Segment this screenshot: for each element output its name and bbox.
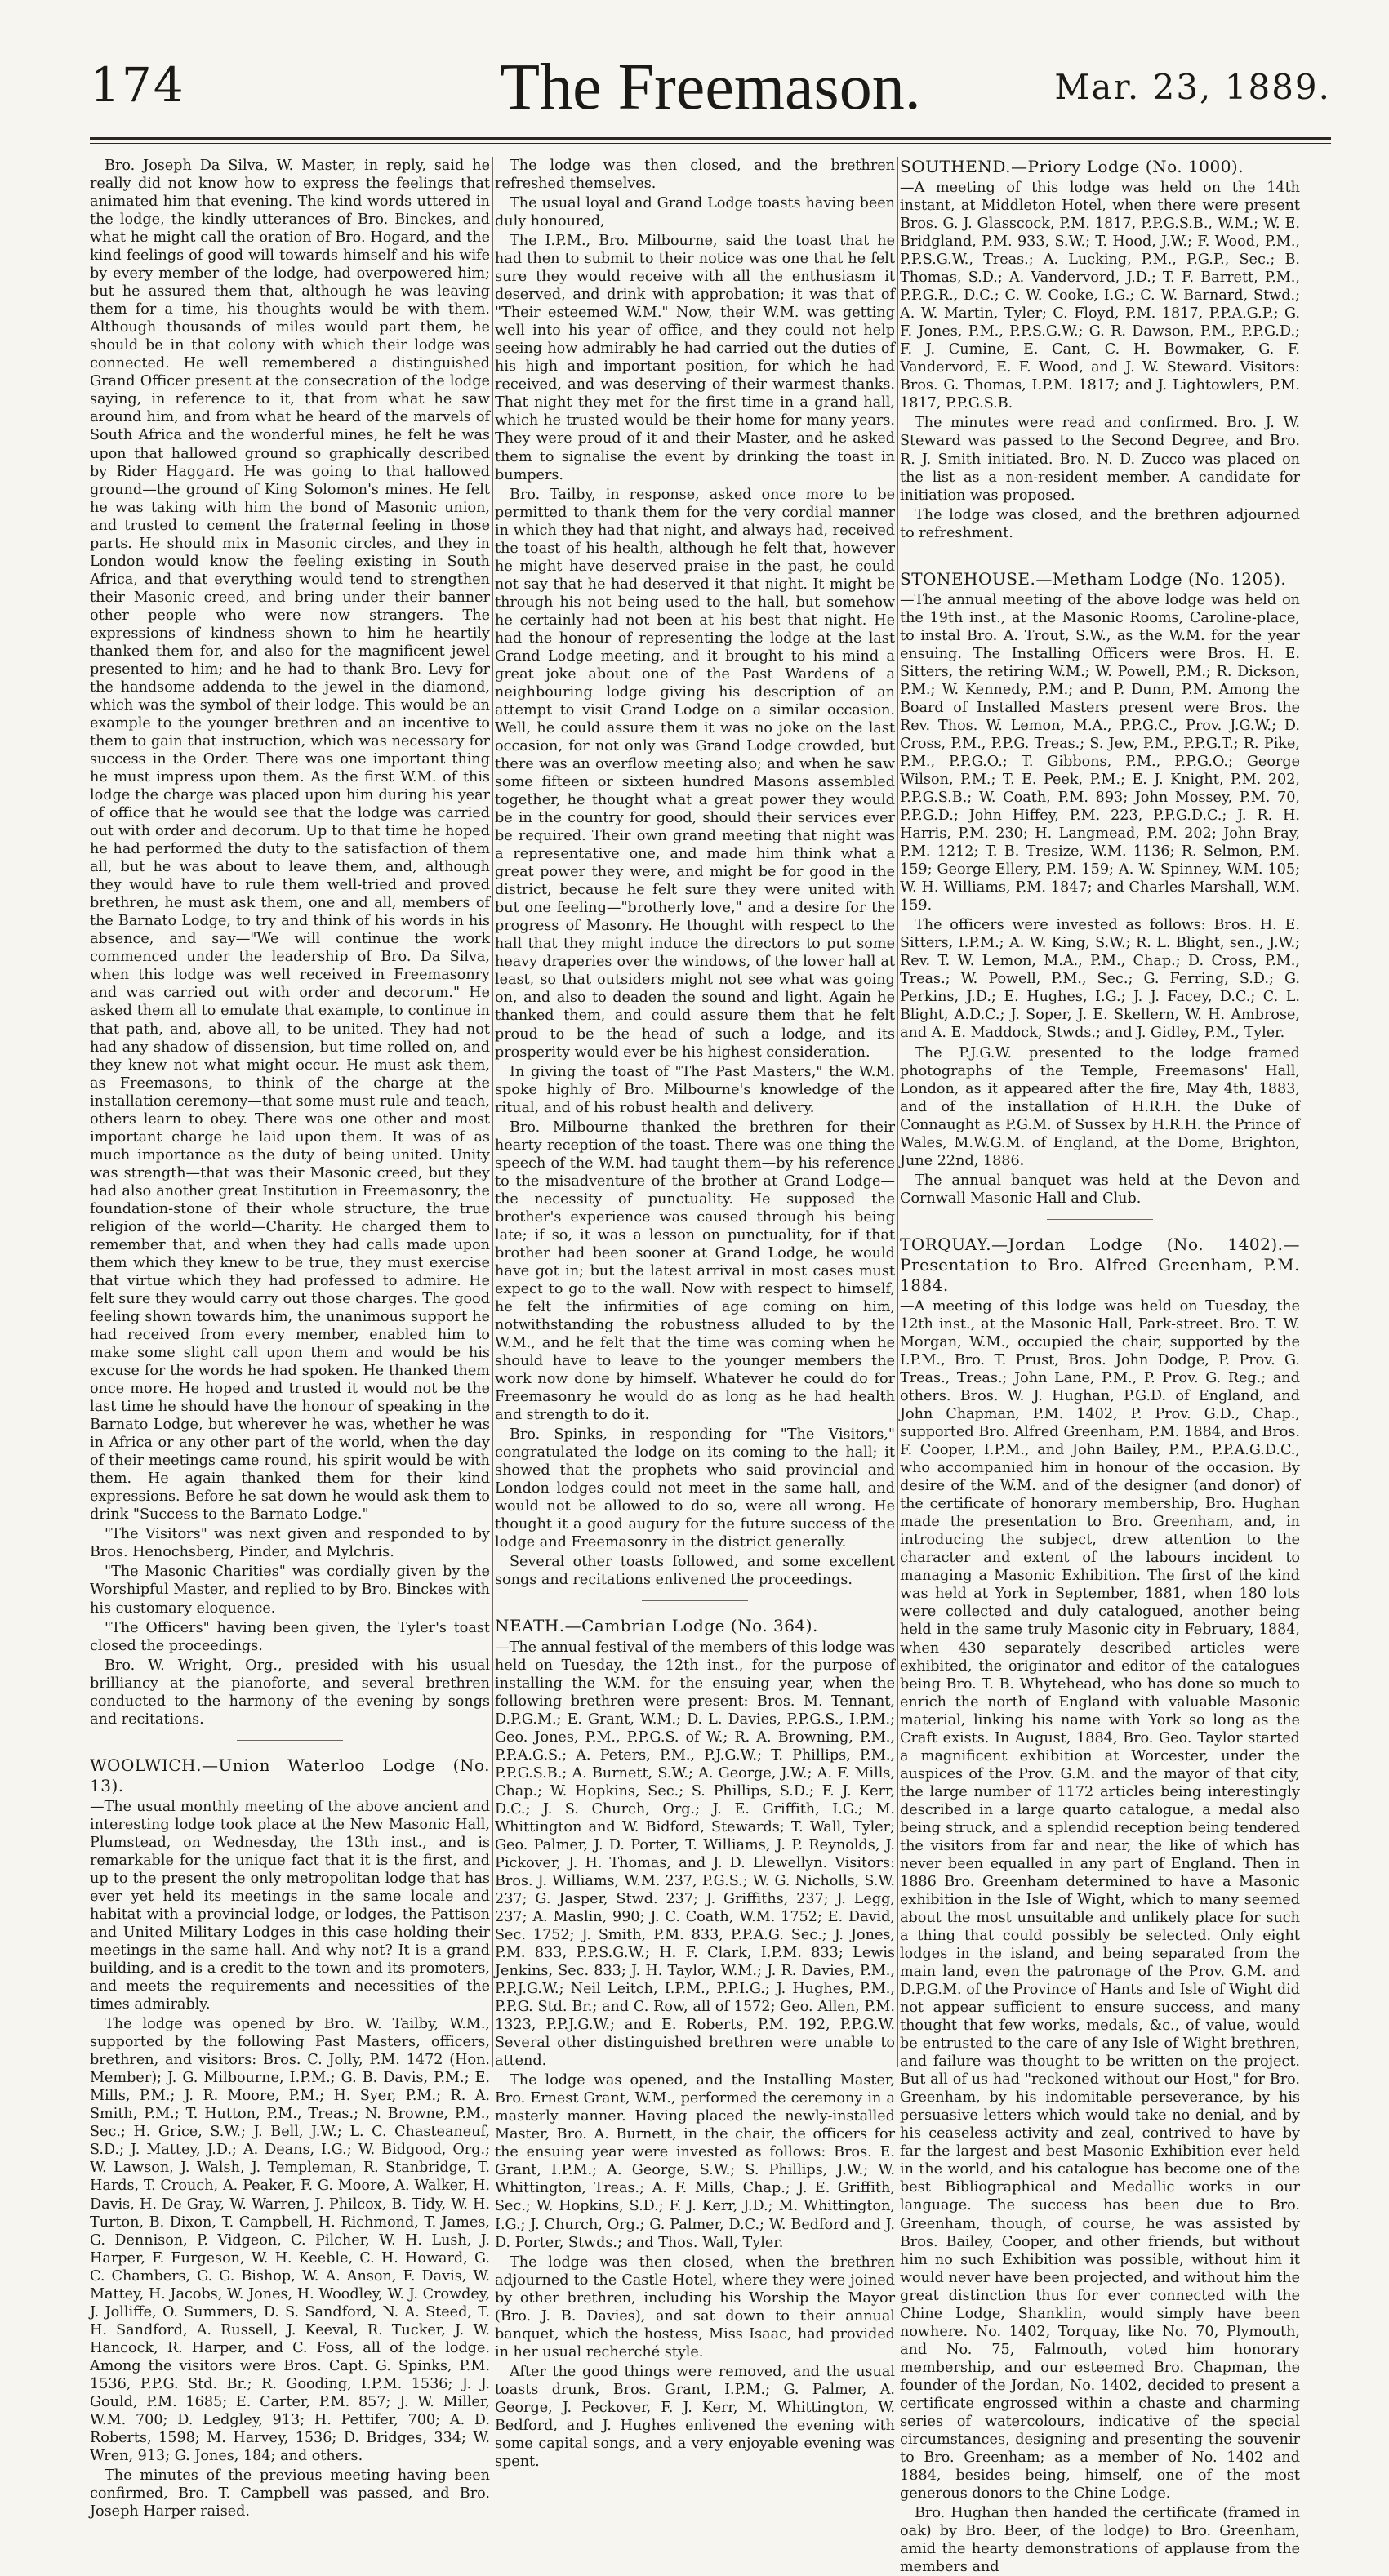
article-paragraph: In giving the toast of "The Past Masters," the W.M. spoke highly of Bro. Milbourne's knowledge of the ritual, and of his robust health and delivery. [495, 1063, 895, 1116]
lodge-place: WOOLWICH. [90, 1755, 202, 1775]
lodge-place: SOUTHEND. [900, 157, 1012, 176]
article-paragraph: The minutes were read and confirmed. Bro. J. W. Steward was passed to the Second Degree, and Bro. R. J. Smith initiated. Bro. N. D. Zucco was placed on the list as a non-resident member. A candidate for initiation was proposed. [900, 415, 1300, 504]
lodge-place: STONEHOUSE. [900, 568, 1036, 589]
article-paragraph: Several other toasts followed, and some excellent songs and recitations enlivened the proceedings. [495, 1554, 895, 1589]
lodge-report-heading [495, 1616, 895, 1636]
article-paragraph: The lodge was then closed, when the brethren adjourned to the Castle Hotel, where they were joined by other brethren, including his Worship the Mayor (Bro. J. B. Davies), and sat down to their annual banquet, which the hostess, Miss Isaac, had provided in her usual recherché style. [495, 2253, 895, 2360]
lodge-report-heading [900, 157, 1300, 177]
header-rule-thin [90, 143, 1331, 144]
article-paragraph: Bro. Spinks, in responding for "The Visitors," congratulated the lodge on its coming to the hall; it showed that the prophets who said provincial and London lodges could not meet in the same hall, and would not be allowed to do so, were all wrong. He thought it a good augury for the future success of the lodge and Freemasonry in the district generally. [495, 1426, 895, 1551]
section-divider [237, 1740, 343, 1741]
article-paragraph: "The Visitors" was next given and responded to by Bros. Henochsberg, Pinder, and Mylchris. [90, 1526, 490, 1561]
article-paragraph: The lodge was closed, and the brethren adjourned to refreshment. [900, 506, 1300, 541]
article-paragraph: —The annual festival of the members of this lodge was held on Tuesday, the 12th inst., for the purpose of installing the W.M. for the ensuing year, when the following brethren were present: Bros. M. Tennant, D.P.G.M.; E. Grant, W.M.; D. L. Davies, P.P.G.S., I.P.M.; Geo. Jones, P.M., P.P.G.S. of W.; R. A. Browning, P.M., P.P.A.G.S.; A. Peters, P.M., P.J.G.W.; T. Phillips, P.M., P.P.G.S.B.; A. Burnett, S.W.; A. George, J.W.; A. F. Mills, Chap.; W. Hopkins, Sec.; S. Phillips, S.D.; F. J. Kerr, D.C.; J. S. Church, Org.; J. E. Griffith, I.G.; M. Whittington and W. Bidford, Stewards; T. Wall, Tyler; Geo. Palmer, J. D. Porter, T. Williams, J. P. Reynolds, J. Pickover, J. H. Thomas, and J. D. Llewellyn. Visitors: Bros. J. Williams, W.M. 237, P.G.S.; W. G. Nicholls, S.W. 237; G. Jasper, Stwd. 237; J. Griffiths, 237; J. Legg, 237; A. Maslin, 990; J. C. Coath, W.M. 1752; E. David, Sec. 1752; J. Smith, P.M. 833, P.P.A.G. Sec.; J. Jones, P.M. 833, P.P.S.G.W.; H. F. Clark, I.P.M. 833; Lewis Jenkins, Sec. 833; J. H. Taylor, W.M.; J. R. Davies, P.M., P.P.J.G.W.; Neil Leitch, I.P.M., P.P.I.G.; J. Hughes, P.M., P.P.G. Std. Br.; and C. Row, all of 1572; Geo. Allen, P.M. 1323, P.P.J.G.W.; and E. Roberts, P.M. 192, P.P.G.W. Several other distinguished brethren were unable to attend. [495, 1639, 895, 2070]
masthead [90, 51, 1331, 140]
lodge-name: —Jordan Lodge (No. 1402).—Presentation to Bro. Alfred Greenham, P.M. 1884. [900, 1234, 1300, 1295]
article-paragraph: "The Masonic Charities" was cordially given by the Worshipful Master, and replied to by Bro. Binckes with his customary eloquence. [90, 1564, 490, 1617]
article-paragraph: —A meeting of this lodge was held on the 14th instant, at Middleton Hotel, when there were present Bros. G. J. Glasscock, P.M. 1817, P.P.G.S.B., W.M.; W. E. Bridgland, P.M. 933, S.W.; T. Hood, J.W.; F. Wood, P.M., P.P.S.G.W., Treas.; A. Lucking, P.M., P.G.P., Sec.; B. Thomas, S.D.; A. Vandervord, J.D.; T. F. Barrett, P.M., P.P.G.R., D.C.; C. W. Cooke, I.G.; C. W. Barnard, Stwd.; A. W. Martin, Tyler; C. Floyd, P.M. 1817, P.P.A.G.P.; G. F. Jones, P.M., P.P.S.G.W.; G. R. Dawson, P.M., P.P.G.D.; F. J. Cumine, E. Cant, C. H. Bowmaker, G. F. Vandervord, E. F. Wood, and J. W. Steward. Visitors: Bros. G. Thomas, I.P.M. 1817; and J. Lightowlers, P.M. 1817, P.P.G.S.B. [900, 180, 1300, 412]
article-paragraph: The usual loyal and Grand Lodge toasts having been duly honoured, [495, 195, 895, 230]
lodge-report-heading [900, 1235, 1300, 1296]
article-paragraph: The lodge was opened by Bro. W. Tailby, W.M., supported by the following Past Masters, officers, brethren, and visitors: Bros. C. Jolly, P.M. 1472 (Hon. Member); J. G. Milbourne, I.P.M.; G. B. Davis, P.M.; E. Mills, P.M.; J. R. Moore, P.M.; H. Syer, P.M.; R. A. Smith, P.M.; T. Hutton, P.M., Treas.; N. Browne, P.M., Sec.; H. Grice, S.W.; J. Bell, J.W.; L. C. Chasteaneuf, S.D.; J. Mattey, J.D.; A. Deans, I.G.; W. Bidgood, Org.; W. Lawson, J. Walsh, J. Templeman, R. Stanbridge, T. Hards, T. Crouch, A. Peaker, F. G. Moore, A. Walker, H. Davis, H. De Gray, W. Warren, J. Philcox, B. Tidy, W. H. Turton, B. Dixon, T. Campbell, H. Richmond, T. James, G. Dennison, P. Vidgeon, C. Pilcher, W. H. Lush, J. Harper, F. Furgeson, W. H. Keeble, C. H. Howard, G. C. Chambers, G. G. Bishop, W. A. Anson, F. Davis, W. Mattey, H. Jacobs, W. Jones, H. Woodley, W. J. Crowdey, J. Jolliffe, O. Summers, D. S. Sandford, N. A. Steed, T. H. Sandford, A. Russell, J. Keeval, R. Tucker, J. W. Hancock, R. Harper, and C. Foss, all of the lodge. Among the visitors were Bros. Capt. G. Spinks, P.M. 1536, P.P.G. Std. Br.; R. Gooding, I.P.M. 1536; J. J. Gould, P.M. 1685; E. Carter, P.M. 857; J. W. Miller, W.M. 700; D. Ledgley, 913; H. Pettifer, 700; A. D. Roberts, 1598; M. Harvey, 1536; D. Bridges, 334; W. Wren, 913; G. Jones, 184; and others. [90, 2016, 490, 2464]
page-number: 174 [90, 57, 185, 113]
lodge-report-heading [90, 1755, 490, 1796]
section-divider [642, 1600, 748, 1601]
article-paragraph: The annual banquet was held at the Devon and Cornwall Masonic Hall and Club. [900, 1172, 1300, 1207]
column-3 [900, 157, 1300, 2576]
column-2 [495, 157, 895, 2470]
header-rule [90, 137, 1331, 140]
article-paragraph: The lodge was then closed, and the brethren refreshed themselves. [495, 158, 895, 193]
article-paragraph: Bro. Hughan then handed the certificate (framed in oak) by Bro. Beer, of the lodge) to Bro. Greenham, amid the hearty demonstrations of applause from the members and [900, 2505, 1300, 2576]
article-paragraph: Bro. Tailby, in response, asked once more to be permitted to thank them for the very cordial manner in which they had that night, and always had, received the toast of his health, although he felt that, however he might have deserved praise in the past, he could not say that he had deserved it that night. It might be through his not being used to the hall, but somehow he certainly had not been at his best that night. He had the honour of representing the lodge at the last Grand Lodge meeting, and it brought to his mind a great joke about one of the Past Wardens of a neighbouring lodge giving his description of an attempt to visit Grand Lodge on a similar occasion. Well, he could assure them it was no joke on the last occasion, for not only was Grand Lodge crowded, but there was an overflow meeting also; and when he saw some fifteen or sixteen hundred Masons assembled together, he thought what a great power they would be in the country for good, should their services ever be required. Their own grand meeting that night was a representative one, and made him think what a great power they were, and might be for good in the district, because he felt sure they were united with but one feeling—"brotherly love," and a desire for the progress of Masonry. He thought with respect to the hall that they might induce the directors to put some heavy draperies over the windows, of the lower hall at least, so that outsiders might not see what was going on, and also to deaden the sound and light. Again he thanked them, and could assure them that he felt proud to be the head of such a lodge, and its prosperity would ever be his highest consideration. [495, 486, 895, 1061]
newspaper-title: The Freemason. [500, 51, 921, 123]
article-paragraph: After the good things were removed, and the usual toasts drunk, Bros. Grant, I.P.M.; G. Palmer, A. George, J. Peckover, F. J. Kerr, M. Whittington, W. Bedford, and J. Hughes enlivened the evening with some capital songs, and a very enjoyable evening was spent. [495, 2363, 895, 2470]
article-paragraph: Bro. W. Wright, Org., presided with his usual brilliancy at the pianoforte, and several brethren conducted to the harmony of the evening by songs and recitations. [90, 1657, 490, 1728]
section-divider [1047, 1219, 1153, 1220]
article-paragraph: —The usual monthly meeting of the above ancient and interesting lodge took place at the New Masonic Hall, Plumstead, on Wednesday, the 13th inst., and is remarkable for the unique fact that it is the first, and up to the present the only metropolitan lodge that has ever yet held its meetings in the same locale and habitat with a provincial lodge, or lodges, the Pattison and United Military Lodges in this case holding their meetings in the same hall. And why not? It is a grand building, and is a credit to the town and its promoters, and meets the requirements and necessities of the times admirably. [90, 1798, 490, 2013]
article-paragraph: Bro. Joseph Da Silva, W. Master, in reply, said he really did not know how to express the feelings that animated him that evening. The kind words uttered in the lodge, the kindly utterances of Bro. Binckes, and what he might call the oration of Bro. Hogard, and the kind feelings of good will towards himself and his wife by every member of the lodge, had overpowered him; but he assured them that, although he was leaving them for a time, his thoughts would be with them. Although thousands of miles would part them, he should be in that colony with which their lodge was connected. He well remembered a distinguished Grand Officer present at the consecration of the lodge saying, in reference to it, that from what he saw around him, and from what he heard of the marvels of South Africa and the wonderful mines, he felt he was upon that hallowed ground so graphically described by Rider Haggard. He was going to that hallowed ground—the ground of King Solomon's mines. He felt he was taking with him the bond of Masonic union, and trusted to cement the fraternal feeling in those parts. He should mix in Masonic circles, and they in London would know the feeling existing in South Africa, and that everything would tend to strengthen their Masonic creed, and bring under their banner other people who were now strangers. The expressions of kindness shown to him he heartily thanked them for, and also for the magnificent jewel presented to him; and he had to thank Bro. Levy for the handsome addenda to the jewel in the diamond, which was the symbol of their lodge. This would be an example to the younger brethren and an incentive to them to gain that instruction, which was necessary for success in the Order. There was one important thing he must impress upon them. As the first W.M. of this lodge the charge was placed upon him during his year of office that he would see that the lodge was carried out with order and decorum. Up to that time he hoped he had performed the duty to the satisfaction of them all, but he was about to leave them, and, although they would have to rule them well-tried and proved brethren, he must ask them, one and all, members of the Barnato Lodge, to try and think of his words in his absence, and say—"We will continue the work commenced under the leadership of Bro. Da Silva, when this lodge was well received in Freemasonry and was carried out with order and decorum." He asked them all to emulate that example, to continue in that path, and, above all, to be united. They had not had any shadow of dissension, but time rolled on, and they knew not what might occur. He must ask them, as Freemasons, to think of the charge at the installation ceremony—that some must rule and teach, others learn to obey. There was one other and most important charge he laid upon them. It was of as much importance as the duty of being united. Unity was strength—that was their Masonic creed, but they had also another great Institution in Freemasonry, the foundation-stone of their whole structure, the true religion of the world—Charity. He charged them to remember that, and when they had calls made upon them which they knew to be true, they must exercise that virtue which they had professed to admire. He felt sure they would carry out those charges. The good feeling shown towards him, the unanimous support he had received from every member, enabled him to make some slight call upon them and would be his excuse for the words he had spoken. He thanked them once more. He hoped and trusted it would not be the last time he should have the honour of speaking in the Barnato Lodge, but wherever he was, whether he was in Africa or any other part of the world, when the day of their meetings came round, his spirit would be with them. He again thanked them for their kind expressions. Before he sat down he would ask them to drink "Success to the Barnato Lodge." [90, 158, 490, 1524]
lodge-place: NEATH. [495, 1616, 565, 1636]
lodge-name: —Union Waterloo Lodge (No. 13). [90, 1755, 490, 1795]
article-paragraph: The officers were invested as follows: Bros. H. E. Sitters, I.P.M.; A. W. King, S.W.; R. L. Blight, sen., J.W.; Rev. T. W. Lemon, M.A., P.M., Chap.; D. Cross, P.M., Treas.; W. Powell, P.M., Sec.; G. Ferring, S.D.; G. Perkins, J.D.; E. Hughes, I.G.; J. J. Facey, D.C.; C. L. Blight, A.D.C.; J. Soper, J. E. Skellern, W. H. Ambrose, and A. E. Maddock, Stwds.; and J. Gidley, P.M., Tyler. [900, 917, 1300, 1042]
article-paragraph: Bro. Milbourne thanked the brethren for their hearty reception of the toast. There was one thing the speech of the W.M. had taught them—by his reference to the misadventure of the brother at Grand Lodge—the necessity of punctuality. He supposed the brother's experience was caused through his being late; if so, it was a lesson on punctuality, for if that brother had been sooner at Grand Lodge, he would have got in; but the latest arrival in most cases must expect to go to the wall. Now with respect to himself, he felt the infirmities of age coming on him, notwithstanding the robustness alluded to by the W.M., and he felt that the time was coming when he should have to leave to the younger members the work now done by himself. Whatever he could do for Freemasonry he would do as long as he had health and strength to do it. [495, 1119, 895, 1424]
article-paragraph: —A meeting of this lodge was held on Tuesday, the 12th inst., at the Masonic Hall, Park-street. Bro. T. W. Morgan, W.M., occupied the chair, supported by the I.P.M., Bro. T. Prust, Bros. John Dodge, P. Prov. G. Treas., Treas.; John Lane, P.M., P. Prov. G. Reg.; and others. Bros. W. J. Hughan, P.G.D. of England, and John Chapman, P.M. 1402, P. Prov. G.D., Chap., supported Bro. Alfred Greenham, P.M. 1884, and Bros. F. Cooper, I.P.M., and John Bailey, P.M., P.P.A.G.D.C., who accompanied him in honour of the occasion. By desire of the W.M. and of the designer (and donor) of the certificate of honorary membership, Bro. Hughan made the presentation to Bro. Greenham, and, in introducing the subject, drew attention to the character and extent of the labours incident to managing a Masonic Exhibition. The first of the kind was held at York in September, 1881, when 180 lots were collected and duly catalogued, another being held in the same truly Masonic city in February, 1884, when 430 separately described articles were exhibited, the originator and editor of the catalogues being Bro. T. B. Whytehead, who has done so much to enrich the north of England with valuable Masonic material, linking his name with York so long as the Craft exists. In August, 1884, Bro. Geo. Taylor started a magnificent exhibition at Worcester, under the auspices of the Prov. G.M. and the mayor of that city, the large number of 1172 articles being interestingly described in a large quarto catalogue, a medal also being struck, and a splendid reception being tendered the visitors from far and near, the like of which has never been equalled in any part of England. Then in 1886 Bro. Greenham determined to have a Masonic exhibition in the Isle of Wight, which to many seemed about the most unsuitable and unlikely place for such a thing that could possibly be selected. Only eight lodges in the island, and being separated from the main land, even the patronage of the Prov. G.M. and D.P.G.M. of the Province of Hants and Isle of Wight did not appear sufficient to ensure success, and many thought that few works, medals, &c., of value, would be entrusted to the care of any Isle of Wight brethren, and failure was thought to be written on the project. But all of us had "reckoned without our Host," for Bro. Greenham, by his indomitable perseverance, by his persuasive letters which would take no denial, and by his ceaseless activity and zeal, contrived to have by far the largest and best Masonic Exhibition ever held in the world, and his catalogue has become one of the best Bibliographical and Medallic works in our language. The success has been due to Bro. Greenham, though, of course, he was assisted by Bros. Bailey, Cooper, and other friends, but without him no such Exhibition was possible, without him it would never have been projected, and without him the great distinction thus for ever connected with the Chine Lodge, Shanklin, would simply have been nowhere. No. 1402, Torquay, like No. 70, Plymouth, and No. 75, Falmouth, voted him honorary membership, and our esteemed Bro. Chapman, the founder of the Jordan, No. 1402, decided to present a certificate engrossed within a chaste and charming series of watercolours, indicative of the special circumstances, designing and presenting the souvenir to Bro. Greenham; as a member of No. 1402 and 1884, besides being, himself, one of the most generous donors to the Chine Lodge. [900, 1297, 1300, 2502]
lodge-report-heading [900, 569, 1300, 589]
issue-date: Mar. 23, 1889. [1054, 67, 1331, 107]
article-paragraph: The I.P.M., Bro. Milbourne, said the toast that he had then to submit to their notice was one that he felt sure they would receive with all the enthusiasm it deserved, and drink with approbation; it was that of "Their esteemed W.M." Now, their W.M. was getting well into his year of office, and they could not help seeing how admirably he had carried out the duties of his high and important position, for which he had received, and was deserving of their warmest thanks. That night they met for the first time in a grand hall, which he trusted would be their home for many years. They were proud of it and their Master, and he asked them to signalise the event by drinking the toast in bumpers. [495, 233, 895, 483]
article-paragraph: The lodge was opened, and the Installing Master, Bro. Ernest Grant, W.M., performed the ceremony in a masterly manner. Having placed the newly-installed Master, Bro. A. Burnett, in the chair, the officers for the ensuing year were invested as follows: Bros. E. Grant, I.P.M.; A. George, S.W.; S. Phillips, J.W.; W. Whittington, Treas.; A. F. Mills, Chap.; J. E. Griffith, Sec.; W. Hopkins, S.D.; F. J. Kerr, J.D.; M. Whittington, I.G.; J. Church, Org.; G. Palmer, D.C.; W. Bedford and J. D. Porter, Stwds.; and Thos. Wall, Tyler. [495, 2072, 895, 2251]
lodge-name: —Cambrian Lodge (No. 364). [564, 1616, 818, 1636]
lodge-name: —Priory Lodge (No. 1000). [1011, 157, 1244, 176]
article-paragraph: The minutes of the previous meeting having been confirmed, Bro. T. Campbell was passed, and Bro. Joseph Harper raised. [90, 2467, 490, 2520]
lodge-name: —Metham Lodge (No. 1205). [1035, 568, 1287, 589]
column-1 [90, 157, 490, 2520]
article-paragraph: "The Officers" having been given, the Tyler's toast closed the proceedings. [90, 1619, 490, 1654]
column-divider [897, 157, 898, 2067]
column-divider [492, 157, 493, 2067]
article-paragraph: —The annual meeting of the above lodge was held on the 19th inst., at the Masonic Rooms, Caroline-place, to instal Bro. A. Trout, S.W., as the W.M. for the year ensuing. The Installing Officers were Bros. H. E. Sitters, the retiring W.M.; W. Powell, P.M.; R. Dickson, P.M.; W. Kennedy, P.M.; and P. Dunn, P.M. Among the Board of Installed Masters present were Bros. the Rev. Thos. W. Lemon, M.A., P.P.G.C., Prov. J.G.W.; D. Cross, P.M., P.P.G. Treas.; S. Jew, P.M., P.P.G.T.; R. Pike, P.M., P.P.G.O.; T. Gibbons, P.M., P.P.G.O.; George Wilson, P.M.; T. E. Peek, P.M.; E. J. Knight, P.M. 202, P.P.G.S.B.; W. Coath, P.M. 893; John Mossey, P.M. 70, P.P.G.D.; John Hiffey, P.M. 223, P.P.G.D.C.; J. R. H. Harris, P.M. 230; H. Langmead, P.M. 202; John Bray, P.M. 1212; T. B. Tresize, W.M. 1136; R. Selmon, P.M. 159; George Ellery, P.M. 159; A. W. Spinney, W.M. 105; W. H. Williams, P.M. 1847; and Charles Marshall, W.M. 159. [900, 591, 1300, 914]
lodge-place: TORQUAY. [900, 1234, 992, 1254]
article-paragraph: The P.J.G.W. presented to the lodge framed photographs of the Temple, Freemasons' Hall, London, as it appeared after the fire, May 4th, 1883, and of the installation of H.R.H. the Duke of Connaught as P.G.M. of Sussex by H.R.H. the Prince of Wales, M.W.G.M. of England, at the Dome, Brighton, June 22nd, 1886. [900, 1044, 1300, 1169]
